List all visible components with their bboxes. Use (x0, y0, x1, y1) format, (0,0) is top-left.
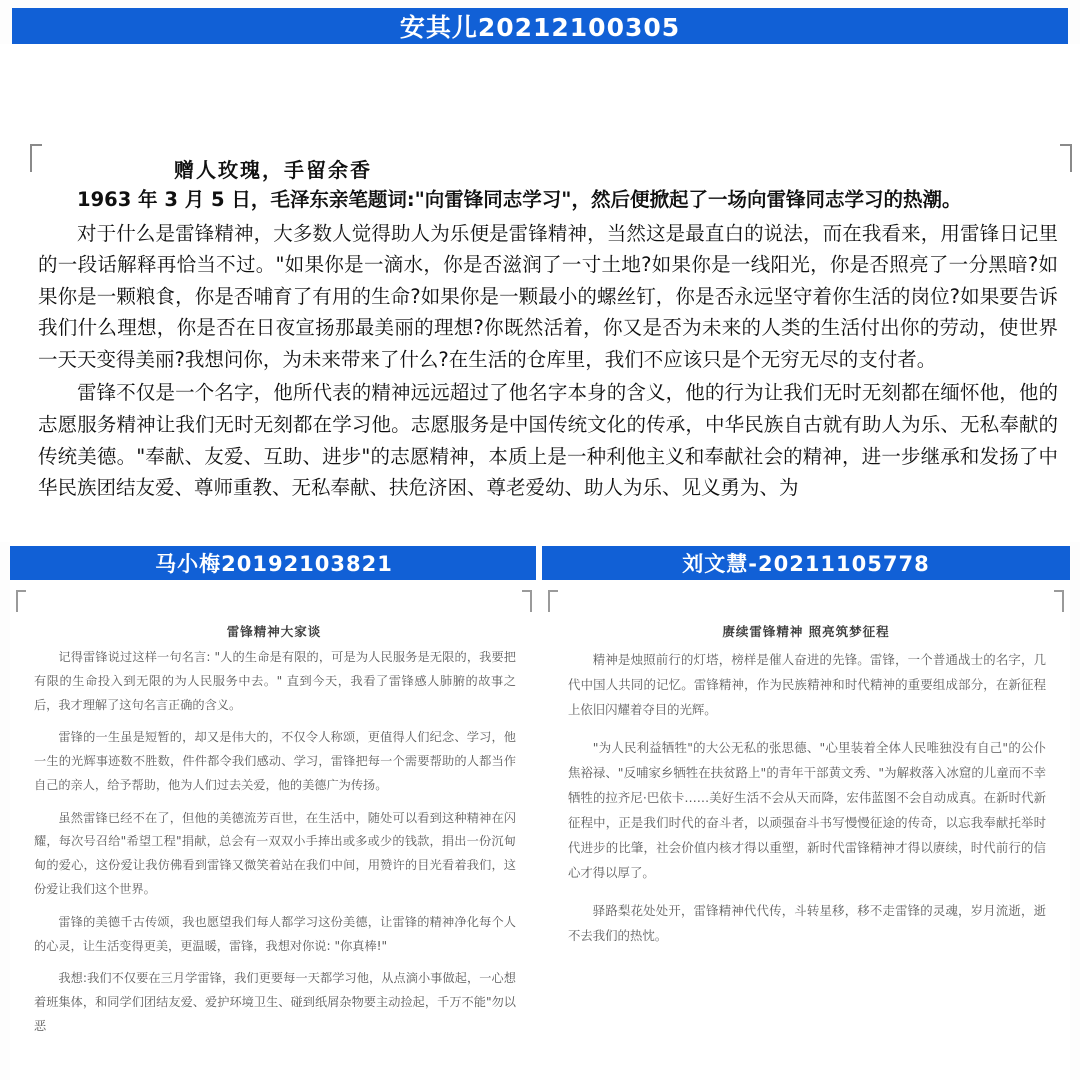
left-paragraph: 雷锋的美德千古传颂，我也愿望我们每人都学习这份美德，让雷锋的精神净化每个人的心灵，让生活变得更美，更温暖，雷锋，我想对你说: "你真棒!" (34, 914, 516, 953)
right-document (542, 542, 1070, 1080)
right-document-body (568, 648, 1046, 963)
top-banner-title: 安其儿20212100305 (399, 13, 681, 42)
left-document (10, 542, 538, 1080)
right-paragraph: 精神是烛照前行的灯塔，榜样是催人奋进的先锋。雷锋，一个普通战士的名字，几代中国人共同的记忆。雷锋精神，作为民族精神和时代精神的重要组成部分，在新征程上依旧闪耀着夺目的光辉。 (568, 652, 1046, 717)
document-heading: 赠人玫瑰，手留余香 (174, 158, 372, 182)
left-document-banner-title: 马小梅20192103821 (155, 552, 393, 576)
left-document-banner (10, 546, 538, 580)
main-document (0, 44, 1080, 542)
right-paragraph: 驿路梨花处处开，雷锋精神代代传，斗转星移，移不走雷锋的灵魂，岁月流逝，逝不去我们的热忱。 (568, 903, 1046, 944)
left-document-heading: 雷锋精神大家谈 (226, 624, 322, 639)
top-banner (12, 8, 1068, 44)
crop-mark-left-icon (548, 590, 558, 612)
left-paragraph: 雷锋的一生虽是短暂的，却又是伟大的，不仅令人称颂，更值得人们纪念、学习，他一生的光辉事迹数不胜数，件件都令我们感动、学习，雷锋把每一个需要帮助的人都当作自己的亲人，给予帮助，他为人们过去关爱，他的美德广为传扬。 (34, 730, 516, 792)
crop-mark-left-icon (30, 144, 42, 172)
right-document-heading: 赓续雷锋精神 照亮筑梦征程 (722, 624, 890, 639)
document-paper (14, 44, 1066, 542)
document-paragraph: 1963 年 3 月 5 日，毛泽东亲笔题词:"向雷锋同志学习"，然后便掀起了一场向雷锋同志学习的热潮。 (77, 188, 962, 211)
crop-mark-right-icon (1060, 144, 1072, 172)
right-document-banner-title: 刘文慧-20211105778 (682, 552, 930, 576)
document-paragraph: 雷锋不仅是一个名字，他所代表的精神远远超过了他名字本身的含义，他的行为让我们无时无刻都在缅怀他，他的志愿服务精神让我们无时无刻都在学习他。志愿服务是中国传统文化的传承，中华民族自古就有助人为乐、无私奉献的传统美德。"奉献、友爱、互助、进步"的志愿精神，本质上是一种利他主义和奉献社会的精神，进一步继承和发扬了中华民族团结友爱、尊师重教、无私奉献、扶危济困、尊老爱幼、助人为乐、见义勇为、为 (38, 381, 1058, 500)
document-body (38, 184, 1058, 506)
left-paragraph: 记得雷锋说过这样一句名言: "人的生命是有限的，可是为人民服务是无限的，我要把有限的生命投入到无限的为人民服务中去。" 直到今天，我看了雷锋感人肺腑的故事之后，我才理解了这句名言正确的含义。 (34, 650, 516, 712)
crop-mark-right-icon (522, 590, 532, 612)
document-paragraph: 对于什么是雷锋精神，大多数人觉得助人为乐便是雷锋精神，当然这是最直白的说法，而在我看来，用雷锋日记里的一段话解释再恰当不过。"如果你是一滴水，你是否滋润了一寸土地?如果你是一线阳光，你是否照亮了一分黑暗?如果你是一颗粮食，你是否哺育了有用的生命?如果你是一颗最小的螺丝钉，你是否永远坚守着你生活的岗位?如果要告诉我们什么理想，你是否在日夜宣扬那最美丽的理想?你既然活着，你又是否为未来的人类的生活付出你的劳动，使世界一天天变得美丽?我想问你，为未来带来了什么?在生活的仓库里，我们不应该只是个无穷无尽的支付者。 (38, 221, 1058, 371)
left-document-body (34, 646, 516, 1048)
right-document-banner (542, 546, 1070, 580)
left-paragraph: 虽然雷锋已经不在了，但他的美德流芳百世，在生活中，随处可以看到这种精神在闪耀，每次号召给"希望工程"捐献，总会有一双双小手捧出或多或少的钱款，捐出一份沉甸甸的爱心，这份爱让我仿佛看到雷锋又微笑着站在我们中间，用赞许的目光看着我们，这份爱让我们这个世界。 (34, 810, 516, 897)
crop-mark-right-icon (1054, 590, 1064, 612)
left-paragraph: 我想:我们不仅要在三月学雷锋，我们更要每一天都学习他，从点滴小事做起，一心想着班集体，和同学们团结友爱、爱护环境卫生、碰到纸屑杂物要主动捡起，千万不能"勿以恶 (34, 971, 516, 1033)
bottom-documents-row (0, 542, 1080, 1080)
right-paragraph: "为人民利益牺牲"的大公无私的张思德、"心里装着全体人民唯独没有自己"的公仆焦裕禄、"反哺家乡牺牲在扶贫路上"的青年干部黄文秀、"为解救落入冰窟的儿童而不幸牺牲的拉齐尼·巴依卡……美好生活不会从天而降，宏伟蓝图不会自动成真。在新时代新征程中，正是我们时代的奋斗者，以顽强奋斗书写慢慢征途的传奇，以忘我奉献托举时代进步的比肇，社会价值内核才得以重塑，新时代雷锋精神才得以赓续，时代前行的信心才得以厚了。 (568, 740, 1046, 880)
crop-mark-left-icon (16, 590, 26, 612)
